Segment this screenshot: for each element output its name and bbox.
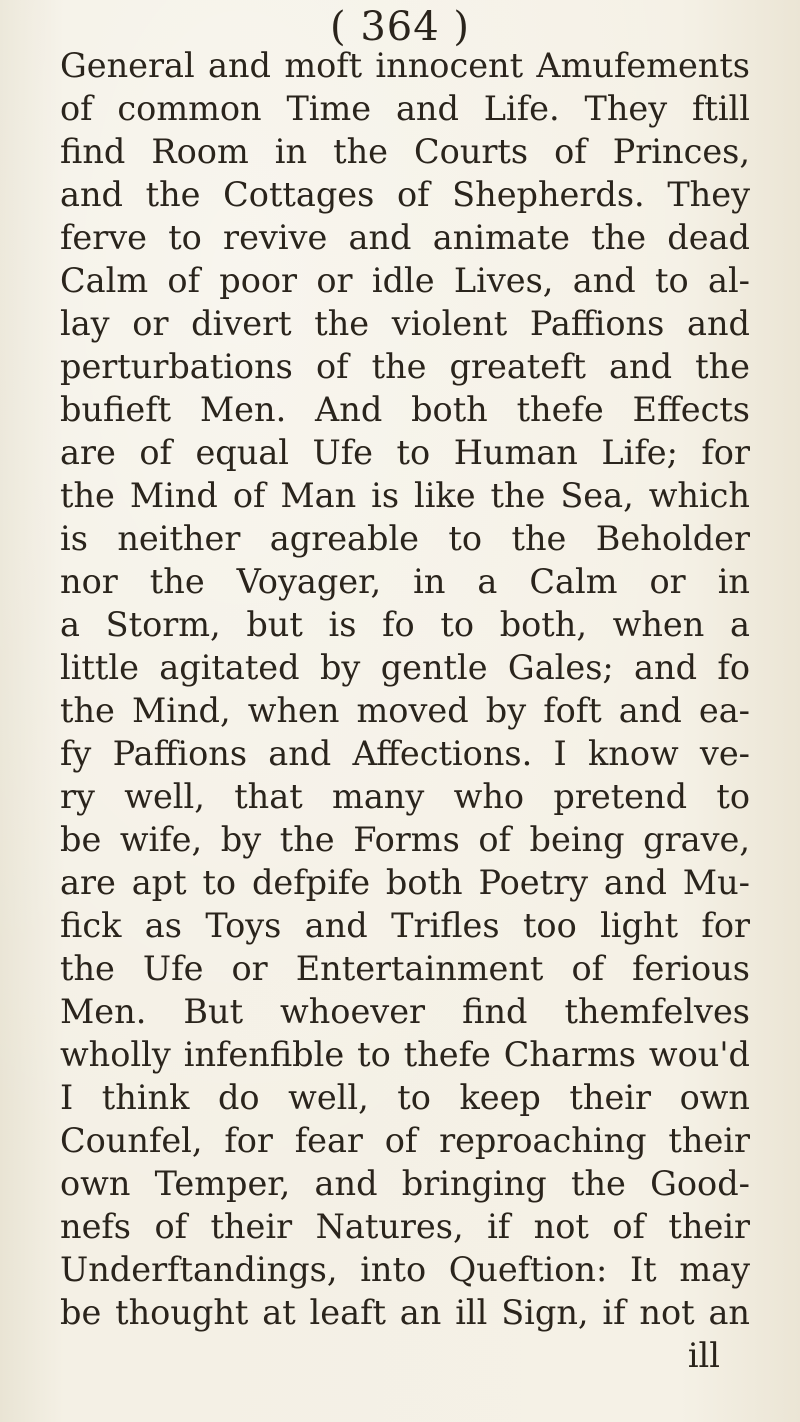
text-line: perturbations of the greateft and the [60,347,750,386]
text-line: bufieft Men. And both thefe Effects [60,390,750,429]
text-line: ry well, that many who pretend to [60,777,750,816]
text-line: nefs of their Natures, if not of their [60,1207,750,1246]
text-line: are of equal Ufe to Human Life; for [60,433,750,472]
text-line: fick as Toys and Trifles too light for [60,906,750,945]
text-line: I think do well, to keep their own [60,1078,750,1117]
text-line: lay or divert the violent Paffions and [60,304,750,343]
text-line: own Temper, and bringing the Good- [60,1164,750,1203]
page-number: ( 364 ) [330,4,470,50]
catchword: ill [687,1336,720,1375]
text-line: fy Paffions and Affections. I know ve- [60,734,750,773]
text-line: the Mind, when moved by foft and ea- [60,691,750,730]
body-text [60,44,750,1377]
text-line: wholly infenfible to thefe Charms wou'd [60,1035,750,1074]
text-line: is neither agreable to the Beholder [60,519,750,558]
text-line: the Mind of Man is like the Sea, which [60,476,750,515]
text-line: General and moft innocent Amufements [60,46,750,85]
text-line: Underftandings, into Queftion: It may [60,1250,750,1289]
text-line: a Storm, but is fo to both, when a [60,605,750,644]
text-line: Men. But whoever find themfelves [60,992,750,1031]
text-line: Counfel, for fear of reproaching their [60,1121,750,1160]
text-line: ferve to revive and animate the dead [60,218,750,257]
text-line: nor the Voyager, in a Calm or in [60,562,750,601]
text-line: the Ufe or Entertainment of ferious [60,949,750,988]
text-line: find Room in the Courts of Princes, [60,132,750,171]
text-line: be thought at leaft an ill Sign, if not an [60,1293,750,1332]
text-line: Calm of poor or idle Lives, and to al- [60,261,750,300]
text-line: are apt to defpife both Poetry and Mu- [60,863,750,902]
text-line: of common Time and Life. They ftill [60,89,750,128]
text-line: be wife, by the Forms of being grave, [60,820,750,859]
text-line: and the Cottages of Shepherds. They [60,175,750,214]
text-line: little agitated by gentle Gales; and fo [60,648,750,687]
